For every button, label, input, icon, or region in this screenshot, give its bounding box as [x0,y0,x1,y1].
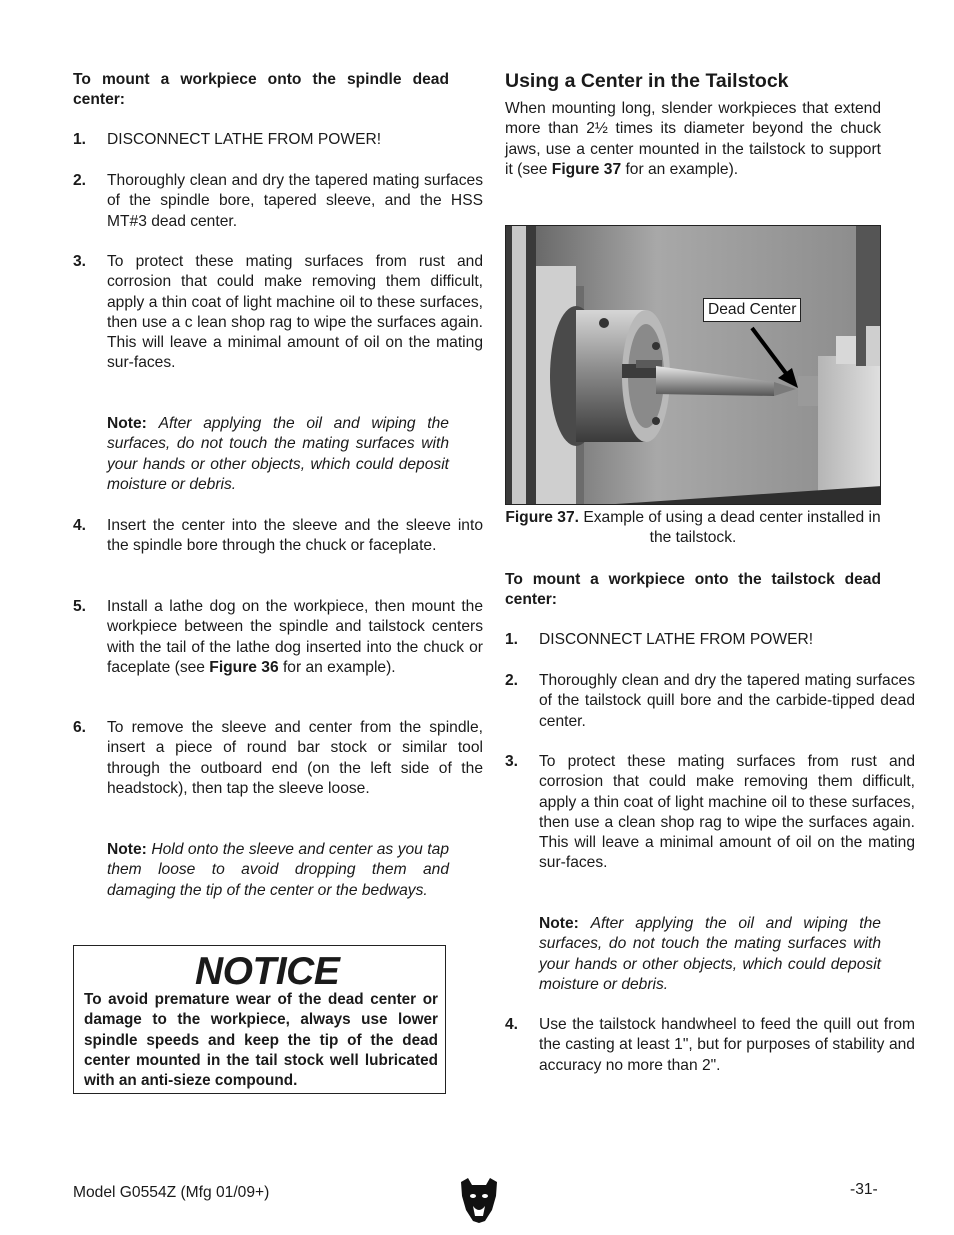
notice-title: NOTICE [195,950,340,993]
section-title: Using a Center in the Tailstock [505,70,789,92]
caption-label: Figure 37. [505,509,579,526]
left-step-1 [73,130,483,150]
step-text: To protect these mating surfaces from rust and corrosion that could make removing them difficult, apply a thin coat of light machine oil to these surfaces, then use a c lean shop rag to wipe the surfaces again. This will leave a minimal amount of oil on the mating sur-faces. [107,253,483,372]
note-label: Note: [107,841,147,858]
figure-caption [505,508,881,549]
step-number: 4. [73,517,87,534]
right-step-2 [505,671,915,732]
step-text: To protect these mating surfaces from rust and corrosion that could make removing them difficult, apply a thin coat of light machine oil to these surfaces, then use a clean shop rag to wipe the surfaces again. This will leave a minimal amount of oil on the mating sur-faces. [539,753,915,872]
step-number: 2. [73,172,87,189]
page-number: -31- [850,1181,878,1198]
step-number: 1. [73,131,87,148]
right-step-1 [505,630,915,650]
step-text: DISCONNECT LATHE FROM POWER! [539,631,814,648]
left-step-4 [73,516,483,557]
right-step-4 [505,1015,915,1076]
step-number: 5. [73,598,87,615]
note-text: Hold onto the sleeve and center as you tap them loose to avoid dropping them and damaging the tip of the center or the bedways. [107,841,449,899]
figure-37-reference: Figure 37 [551,160,622,178]
figure-36-reference: Figure 36 [209,658,279,676]
left-note-oil [73,414,449,495]
step-text: Thoroughly clean and dry the tapered mating surfaces of the tailstock quill bore and the carbide-tipped dead center. [539,672,915,730]
step-number: 3. [505,753,519,770]
right-note-oil [505,914,881,995]
left-step-6 [73,718,483,799]
step-number: 4. [505,1016,519,1033]
step-text: Insert the center into the sleeve and the sleeve into the spindle bore through the chuck or faceplate. [107,517,483,555]
note-text: After applying the oil and wiping the surfaces, do not touch the mating surfaces with your hands or other objects, which could deposit moisture or debris. [539,915,881,993]
step-text-end: for an example). [278,658,396,676]
step-text: Thoroughly clean and dry the tapered mating surfaces of the spindle bore, tapered sleeve, and the HSS MT#3 dead center. [107,172,483,230]
left-step-5 [73,597,483,678]
notice-box [73,945,446,1094]
spindle-procedure-heading: To mount a workpiece onto the spindle dead center: [73,71,449,109]
step-number: 2. [505,672,519,689]
section-intro [505,99,881,180]
tailstock-procedure-heading: To mount a workpiece onto the tailstock dead center: [505,571,881,609]
step-text: Use the tailstock handwheel to feed the quill out from the casting at least 1", but for purposes of stability and accuracy no more than 2". [539,1016,915,1074]
right-step-3 [505,752,915,874]
notice-body: To avoid premature wear of the dead center or damage to the workpiece, always use lower spindle speeds and keep the tip of the dead center mounted in the tail stock well lubricated with an anti-sieze compound. [84,991,438,1090]
intro-text: When mounting long, slender workpieces that extend more than 2½ times its diameter beyond the chuck jaws, use a center mounted in the tailstock to support it (see [505,100,881,178]
footer-model: Model G0554Z (Mfg 01/09+) [73,1184,270,1201]
intro-text-end: for an example). [621,160,739,178]
step-text: To remove the sleeve and center from the spindle, insert a piece of round bar stock or similar tool through the outboard end (on the left side of the headstock), then tap the sleeve loose. [107,719,483,797]
note-text: After applying the oil and wiping the surfaces, do not touch the mating surfaces with your hands or other objects, which could deposit moisture or debris. [107,415,449,493]
left-step-3 [73,252,483,374]
bear-head-logo-icon [458,1176,500,1224]
step-number: 3. [73,253,87,270]
step-text: DISCONNECT LATHE FROM POWER! [107,131,382,148]
step-number: 6. [73,719,87,736]
left-note-sleeve [73,840,449,901]
note-label: Note: [539,915,579,932]
dead-center-callout: Dead Center [703,298,801,322]
step-number: 1. [505,631,519,648]
left-step-2 [73,171,483,232]
lathe-photo-illustration [506,226,881,505]
step-text: Install a lathe dog on the workpiece, then mount the workpiece between the spindle and tailstock centers with the tail of the lathe dog inserted into the chuck or faceplate (see [107,598,483,676]
caption-text: Example of using a dead center installed in the tailstock. [579,509,881,547]
figure-37-photo [505,225,881,505]
note-label: Note: [107,415,147,432]
